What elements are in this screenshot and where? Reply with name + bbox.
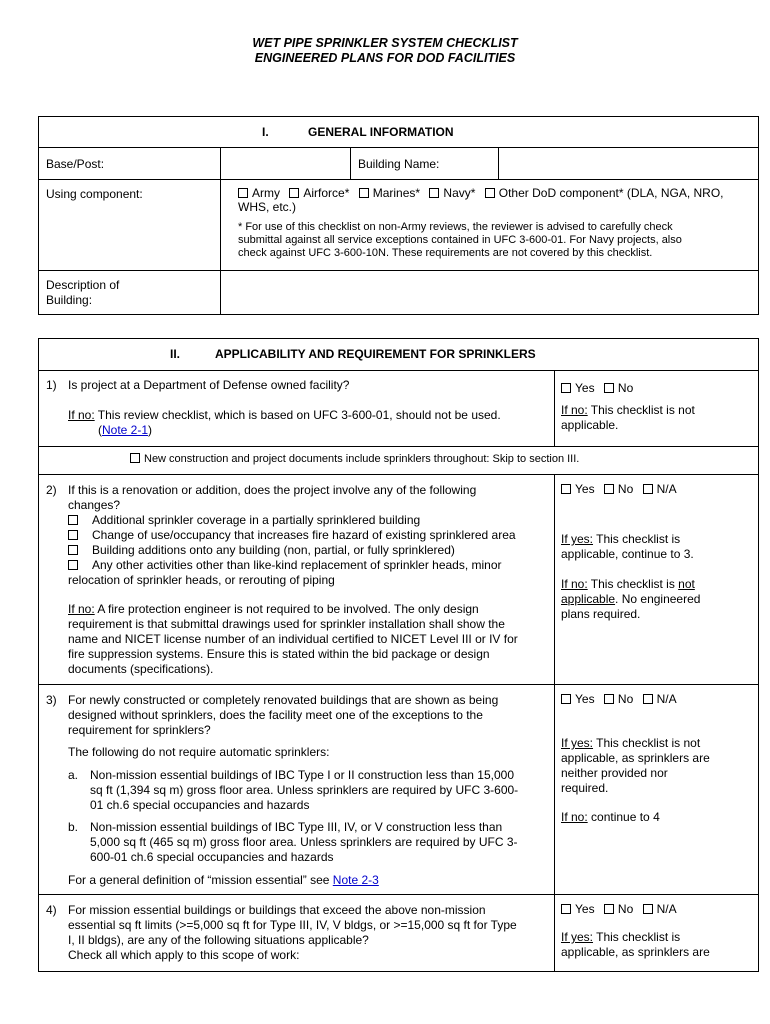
q2-ans-no-line3: plans required. <box>561 607 641 621</box>
q3-definition: For a general definition of “mission essential” see Note 2-3 <box>68 873 379 887</box>
q4-number: 4) <box>46 903 57 917</box>
component-other-continued: WHS, etc.) <box>238 200 297 214</box>
q4-na-option[interactable]: N/A <box>643 902 677 916</box>
q3-number: 3) <box>46 693 57 707</box>
q4-line4: Check all which apply to this scope of work: <box>68 948 300 962</box>
checkbox[interactable] <box>604 694 614 704</box>
checkbox[interactable] <box>68 515 78 525</box>
q1-number: 1) <box>46 378 57 392</box>
q2-item-4-continued: relocation of sprinkler heads, or rerouting of piping <box>68 573 335 587</box>
checkbox[interactable] <box>604 383 614 393</box>
q2-ifno-line4: fire suppression systems. Ensure this is stated within the bid package or design <box>68 647 490 661</box>
checkbox[interactable] <box>561 694 571 704</box>
q1-options <box>561 381 633 396</box>
building-name-field[interactable] <box>500 149 757 177</box>
q2-line2: changes? <box>68 498 121 512</box>
q2-item-3[interactable]: Building additions onto any building (non, partial, or fully sprinklered) <box>68 543 455 558</box>
q2-ifyes-line1: If yes: This checklist is <box>561 532 681 546</box>
base-post-label: Base/Post: <box>46 157 105 171</box>
q4-line1: For mission essential buildings or buildings that exceed the above non-mission <box>68 903 486 917</box>
q2-no-option[interactable]: No <box>604 482 633 496</box>
checkbox[interactable] <box>429 188 439 198</box>
checkbox[interactable] <box>68 560 78 570</box>
checkbox[interactable] <box>485 188 495 198</box>
q3-b-label: b. <box>68 820 79 834</box>
description-label-2: Building: <box>46 293 93 307</box>
section2-number: II. <box>170 347 181 361</box>
q2-ans-no-line1: If no: This checklist is not <box>561 577 695 591</box>
q4-no-option[interactable]: No <box>604 902 633 916</box>
q2-ifno-line5: documents (specifications). <box>68 662 214 676</box>
component-options <box>238 186 724 201</box>
q3-a-line1: Non-mission essential buildings of IBC Type I or II construction less than 15,000 <box>90 768 515 782</box>
checkbox[interactable] <box>643 694 653 704</box>
q3-a-label: a. <box>68 768 79 782</box>
q4-line2: essential sq ft limits (>=5,000 sq ft for Type III, IV, V bldgs, or >=15,000 sq ft for Type <box>68 918 517 932</box>
document-title-line1: WET PIPE SPRINKLER SYSTEM CHECKLIST <box>252 36 518 50</box>
q1-no-option[interactable]: No <box>604 381 633 395</box>
q4-line3: I, II bldgs), are any of the following situations applicable? <box>68 933 369 947</box>
checkbox[interactable] <box>359 188 369 198</box>
q3-na-option[interactable]: N/A <box>643 692 677 706</box>
component-marines-option[interactable]: Marines* <box>359 186 420 200</box>
q2-options <box>561 482 677 497</box>
q2-item-4[interactable]: Any other activities other than like-kind replacement of sprinkler heads, minor <box>68 558 502 573</box>
checkbox[interactable] <box>68 545 78 555</box>
checkbox[interactable] <box>68 530 78 540</box>
q2-item-2[interactable]: Change of use/occupancy that increases fire hazard of existing sprinklered area <box>68 528 516 543</box>
q3-following: The following do not require automatic sprinklers: <box>68 745 330 759</box>
using-component-label: Using component: <box>46 187 143 201</box>
section2-heading: APPLICABILITY AND REQUIREMENT FOR SPRINKLERS <box>215 347 536 361</box>
q3-b-line3: 600-01 ch.6 special occupancies and hazards <box>90 850 334 864</box>
section1-number: I. <box>262 125 269 139</box>
q3-ifyes-line1: If yes: This checklist is not <box>561 736 701 750</box>
q3-line2: designed without sprinklers, does the facility meet one of the exceptions to the <box>68 708 483 722</box>
building-name-label: Building Name: <box>358 157 440 171</box>
q3-no-option[interactable]: No <box>604 692 633 706</box>
q2-item-1[interactable]: Additional sprinkler coverage in a partially sprinklered building <box>68 513 420 528</box>
q3-ifyes-line3: neither provided nor <box>561 766 668 780</box>
q1-answer-line1: If no: This checklist is not <box>561 403 695 417</box>
q3-b-line1: Non-mission essential buildings of IBC Type III, IV, or V construction less than <box>90 820 503 834</box>
note-2-1-link[interactable]: Note 2-1 <box>102 423 149 437</box>
q3-ifno: If no: continue to 4 <box>561 810 660 824</box>
checkbox[interactable] <box>238 188 248 198</box>
q2-ifno-line1: If no: A fire protection engineer is not required to be involved. The only design <box>68 602 479 616</box>
new-construction-option[interactable]: New construction and project documents include sprinklers throughout: Skip to section III. <box>130 453 579 467</box>
base-post-field[interactable] <box>222 149 348 177</box>
checkbox[interactable] <box>643 904 653 914</box>
q4-ifyes-line2: applicable, as sprinklers are <box>561 945 710 959</box>
q2-line1: If this is a renovation or addition, does the project involve any of the following <box>68 483 477 497</box>
q1-text: Is project at a Department of Defense owned facility? <box>68 378 350 392</box>
q1-reference: (Note 2-1) <box>98 423 153 437</box>
q3-ifyes-line4: required. <box>561 781 609 795</box>
q2-ifno-line3: name and NICET license number of an individual certified to NICET Level III or IV for <box>68 632 518 646</box>
checkbox[interactable] <box>643 484 653 494</box>
checkbox[interactable] <box>604 904 614 914</box>
document-title-line2: ENGINEERED PLANS FOR DOD FACILITIES <box>254 51 516 65</box>
description-label-1: Description of <box>46 278 120 292</box>
q3-ifyes-line2: applicable, as sprinklers are <box>561 751 710 765</box>
q2-ans-no-line2: applicable. No engineered <box>561 592 701 606</box>
q2-ifyes-line2: applicable, continue to 3. <box>561 547 694 561</box>
q2-ifno-line2: requirement is that submittal drawings used for sprinkler installation shall show the <box>68 617 505 631</box>
q4-yes-option[interactable]: Yes <box>561 902 595 916</box>
section1-heading: GENERAL INFORMATION <box>308 125 454 139</box>
component-airforce-option[interactable]: Airforce* <box>289 186 349 200</box>
q4-ifyes-line1: If yes: This checklist is <box>561 930 681 944</box>
q1-answer-line2: applicable. <box>561 418 619 432</box>
q3-options <box>561 692 677 707</box>
reviewer-note-line2: submittal against all service exceptions contained in UFC 3-600-01. For Navy projects, also <box>238 234 682 246</box>
q3-b-line2: 5,000 sq ft (465 sq m) gross floor area. Unless sprinklers are required by UFC 3- <box>90 835 518 849</box>
component-other-option[interactable]: Other DoD component* (DLA, NGA, NRO, <box>485 186 724 200</box>
note-2-3-link[interactable]: Note 2-3 <box>332 873 379 887</box>
checkbox[interactable] <box>604 484 614 494</box>
q3-yes-option[interactable]: Yes <box>561 692 595 706</box>
checkbox[interactable] <box>561 484 571 494</box>
q3-line1: For newly constructed or completely renovated buildings that are shown as being <box>68 693 499 707</box>
q1-ifno: If no: This review checklist, which is based on UFC 3-600-01, should not be used. <box>68 408 501 422</box>
q3-a-line2: sq ft (1,394 sq m) gross floor area. Unless sprinklers are required by UFC 3-600- <box>90 783 519 797</box>
checkbox[interactable] <box>130 453 140 463</box>
reviewer-note-line3: check against UFC 3-600-10N. These requirements are not covered by this checklist. <box>238 247 653 259</box>
checkbox[interactable] <box>561 904 571 914</box>
q2-na-option[interactable]: N/A <box>643 482 677 496</box>
description-field[interactable] <box>222 272 757 313</box>
q1-yes-option[interactable]: Yes <box>561 381 595 395</box>
checkbox[interactable] <box>289 188 299 198</box>
component-navy-option[interactable]: Navy* <box>429 186 475 200</box>
q2-yes-option[interactable]: Yes <box>561 482 595 496</box>
checkbox[interactable] <box>561 383 571 393</box>
component-army-option[interactable]: Army <box>238 186 280 200</box>
q2-number: 2) <box>46 483 57 497</box>
reviewer-note-line1: * For use of this checklist on non-Army reviews, the reviewer is advised to carefully check <box>238 221 673 233</box>
q4-options <box>561 902 677 917</box>
q3-line3: requirement for sprinklers? <box>68 723 211 737</box>
q3-a-line3: 01 ch.6 special occupancies and hazards <box>90 798 310 812</box>
